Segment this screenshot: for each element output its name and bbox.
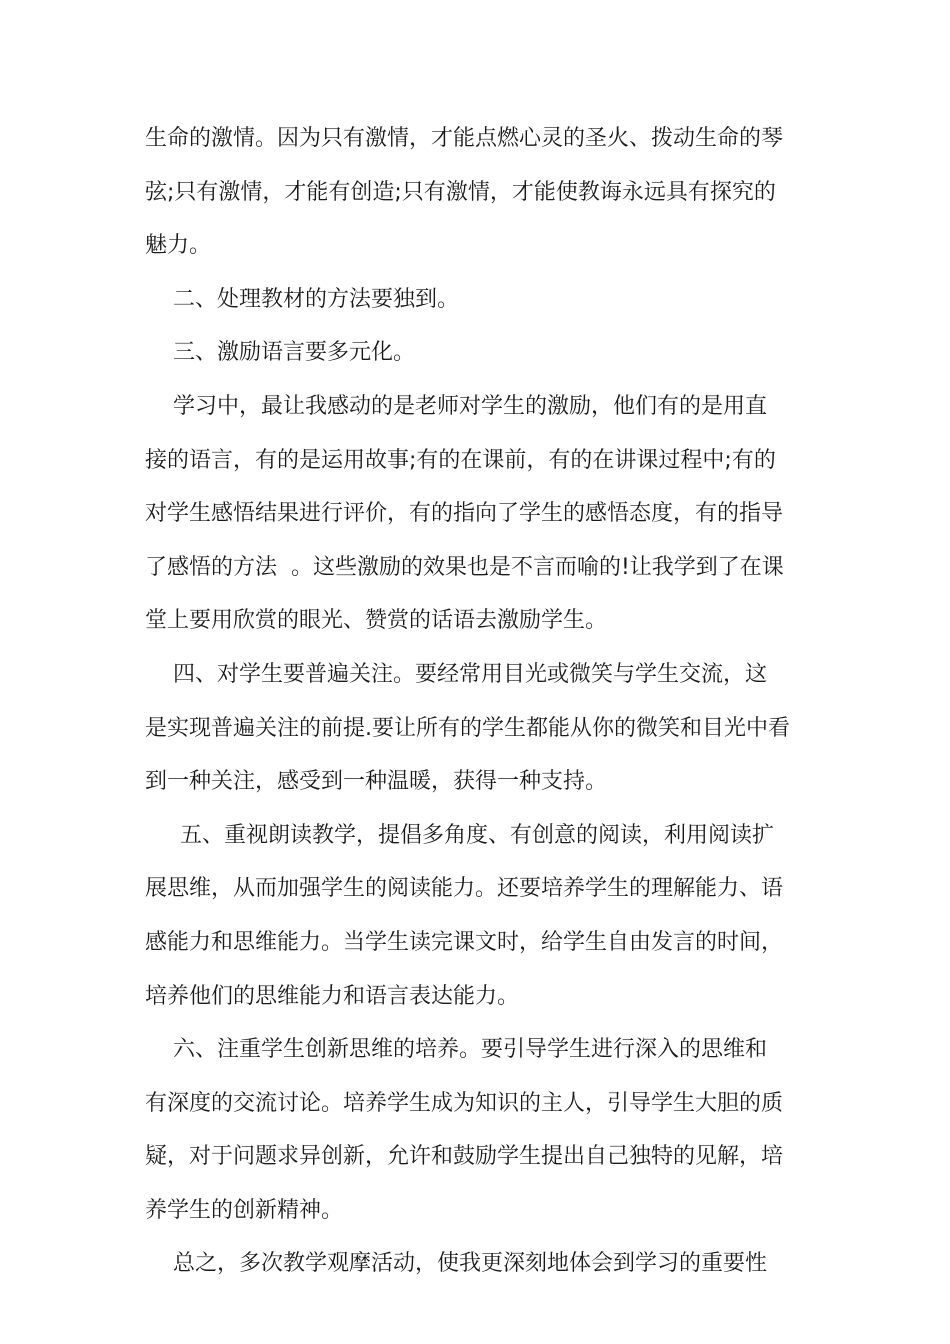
section-heading: 二、处理教材的方法要独到。 — [145, 286, 459, 312]
text-line: 接的语言，有的是运用故事;有的在课前，有的在讲课过程中;有的 — [145, 447, 776, 473]
section-heading: 三、激励语言要多元化。 — [145, 340, 415, 366]
text-line: 养学生的创新精神。 — [145, 1197, 344, 1223]
text-line: 展思维，从而加强学生的阅读能力。还要培养学生的理解能力、语 — [145, 876, 784, 902]
text-line: 学习中，最让我感动的是老师对学生的激励，他们有的是用直 — [145, 393, 767, 419]
text-line: 魅力。 — [145, 233, 212, 259]
text-line: 了感悟的方法 。这些激励的效果也是不言而喻的!让我学到了在课 — [145, 554, 784, 580]
text-line: 疑，对于问题求异创新，允许和鼓励学生提出自己独特的见解，培 — [145, 1144, 784, 1170]
text-line: 培养他们的思维能力和语言表达能力。 — [145, 983, 520, 1009]
text-line: 堂上要用欣赏的眼光、赞赏的话语去激励学生。 — [145, 608, 608, 634]
text-line: 总之，多次教学观摩活动，使我更深刻地体会到学习的重要性 — [145, 1251, 767, 1277]
text-line: 对学生感悟结果进行评价，有的指向了学生的感悟态度，有的指导 — [145, 501, 784, 527]
text-line: 六、注重学生创新思维的培养。要引导学生进行深入的思维和 — [145, 1037, 767, 1063]
text-line: 四、对学生要普遍关注。要经常用目光或微笑与学生交流，这 — [145, 661, 767, 687]
text-line: 到一种关注，感受到一种温暖，获得一种支持。 — [145, 769, 608, 795]
text-line: 有深度的交流讨论。培养学生成为知识的主人，引导学生大胆的质 — [145, 1090, 784, 1116]
text-line: 生命的激情。因为只有激情，才能点燃心灵的圣火、拨动生命的琴 — [145, 126, 784, 151]
text-line: 感能力和思维能力。当学生读完课文时，给学生自由发言的时间， — [145, 929, 784, 955]
text-line: 弦;只有激情，才能有创造;只有激情，才能使教诲永远具有探究的 — [145, 179, 776, 205]
document-body — [145, 112, 805, 1291]
text-line: 五、重视朗读教学，提倡多角度、有创意的阅读，利用阅读扩 — [145, 822, 774, 848]
text-line: 是实现普遍关注的前提.要让所有的学生都能从你的微笑和目光中看 — [145, 715, 790, 741]
